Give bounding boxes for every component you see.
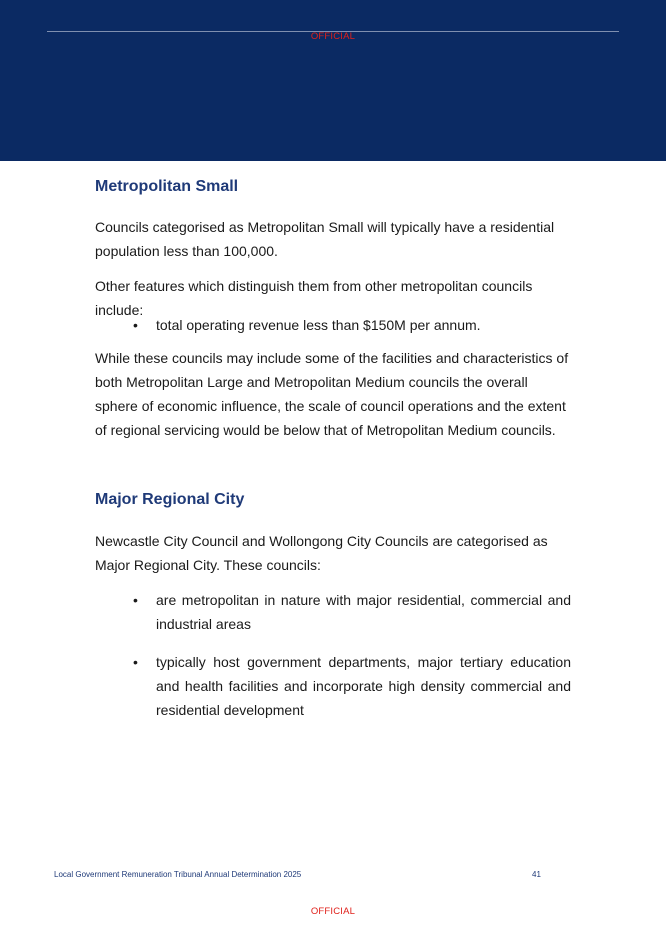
bullet-glyph: • xyxy=(133,317,138,333)
section-heading: Major Regional City xyxy=(95,491,245,508)
section-heading: Metropolitan Small xyxy=(95,178,239,195)
bullet-text: typically host government departments, major tertiary education and health facilities and incorporate high density commercial and residential development xyxy=(156,654,571,718)
classification-label-bottom: OFFICIAL xyxy=(310,906,356,917)
footer-title: Local Government Remuneration Tribunal Annual Determination 2025 xyxy=(54,870,302,879)
page-number: 41 xyxy=(532,870,541,879)
bullet-glyph: • xyxy=(133,654,138,670)
bullet-text: total operating revenue less than $150M per annum. xyxy=(156,317,481,333)
classification-label-top: OFFICIAL xyxy=(310,31,356,42)
paragraph: While these councils may include some of the facilities and characteristics of both Metropolitan Large and Metropolitan Medium councils the overall sphere of economic influence, the scale of council operations and the extent of regional servicing would be below that of Metropolitan Medium councils. xyxy=(95,350,569,438)
paragraph: Councils categorised as Metropolitan Small will typically have a residential population less than 100,000. xyxy=(95,219,555,259)
paragraph: Newcastle City Council and Wollongong City Councils are categorised as Major Regional City. These councils: xyxy=(95,533,548,573)
bullet-text: are metropolitan in nature with major residential, commercial and industrial areas xyxy=(156,592,571,632)
header-banner xyxy=(0,0,666,161)
bullet-glyph: • xyxy=(133,592,138,608)
paragraph: Other features which distinguish them from other metropolitan councils include: xyxy=(95,278,533,318)
